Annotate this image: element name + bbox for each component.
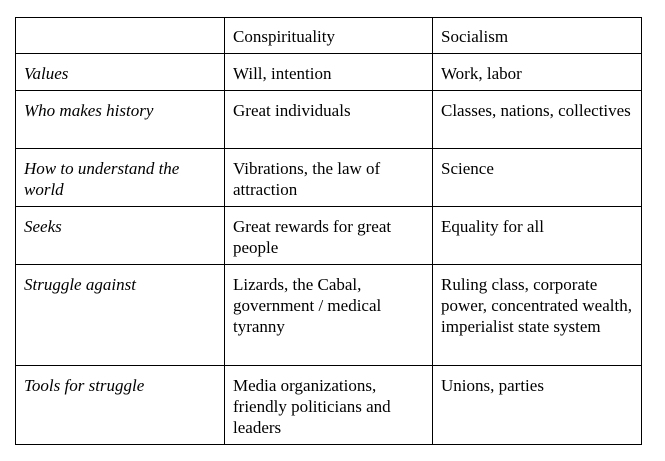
cell-socialism: Unions, parties <box>433 366 642 445</box>
table-row <box>16 265 642 366</box>
comparison-table <box>15 17 642 445</box>
cell-socialism: Classes, nations, collectives <box>433 91 642 149</box>
cell-socialism: Science <box>433 149 642 207</box>
row-label: Values <box>16 54 225 91</box>
table-row <box>16 149 642 207</box>
table-row <box>16 207 642 265</box>
row-label: Seeks <box>16 207 225 265</box>
cell-conspirituality: Will, intention <box>225 54 433 91</box>
cell-conspirituality: Great individuals <box>225 91 433 149</box>
cell-conspirituality: Vibrations, the law of attraction <box>225 149 433 207</box>
cell-socialism: Equality for all <box>433 207 642 265</box>
row-label: Struggle against <box>16 265 225 366</box>
table-row <box>16 54 642 91</box>
row-label: Who makes history <box>16 91 225 149</box>
table-header-row <box>16 18 642 54</box>
table-row <box>16 91 642 149</box>
cell-socialism: Work, labor <box>433 54 642 91</box>
cell-conspirituality: Great rewards for great people <box>225 207 433 265</box>
header-cell-socialism: Socialism <box>433 18 642 54</box>
cell-conspirituality: Lizards, the Cabal, government / medical tyranny <box>225 265 433 366</box>
table-row <box>16 366 642 445</box>
row-label: How to understand the world <box>16 149 225 207</box>
header-cell-conspirituality: Conspirituality <box>225 18 433 54</box>
cell-conspirituality: Media organizations, friendly politicians and leaders <box>225 366 433 445</box>
cell-socialism: Ruling class, corporate power, concentrated wealth, imperialist state system <box>433 265 642 366</box>
comparison-table-container <box>15 17 642 445</box>
header-cell-empty <box>16 18 225 54</box>
row-label: Tools for struggle <box>16 366 225 445</box>
